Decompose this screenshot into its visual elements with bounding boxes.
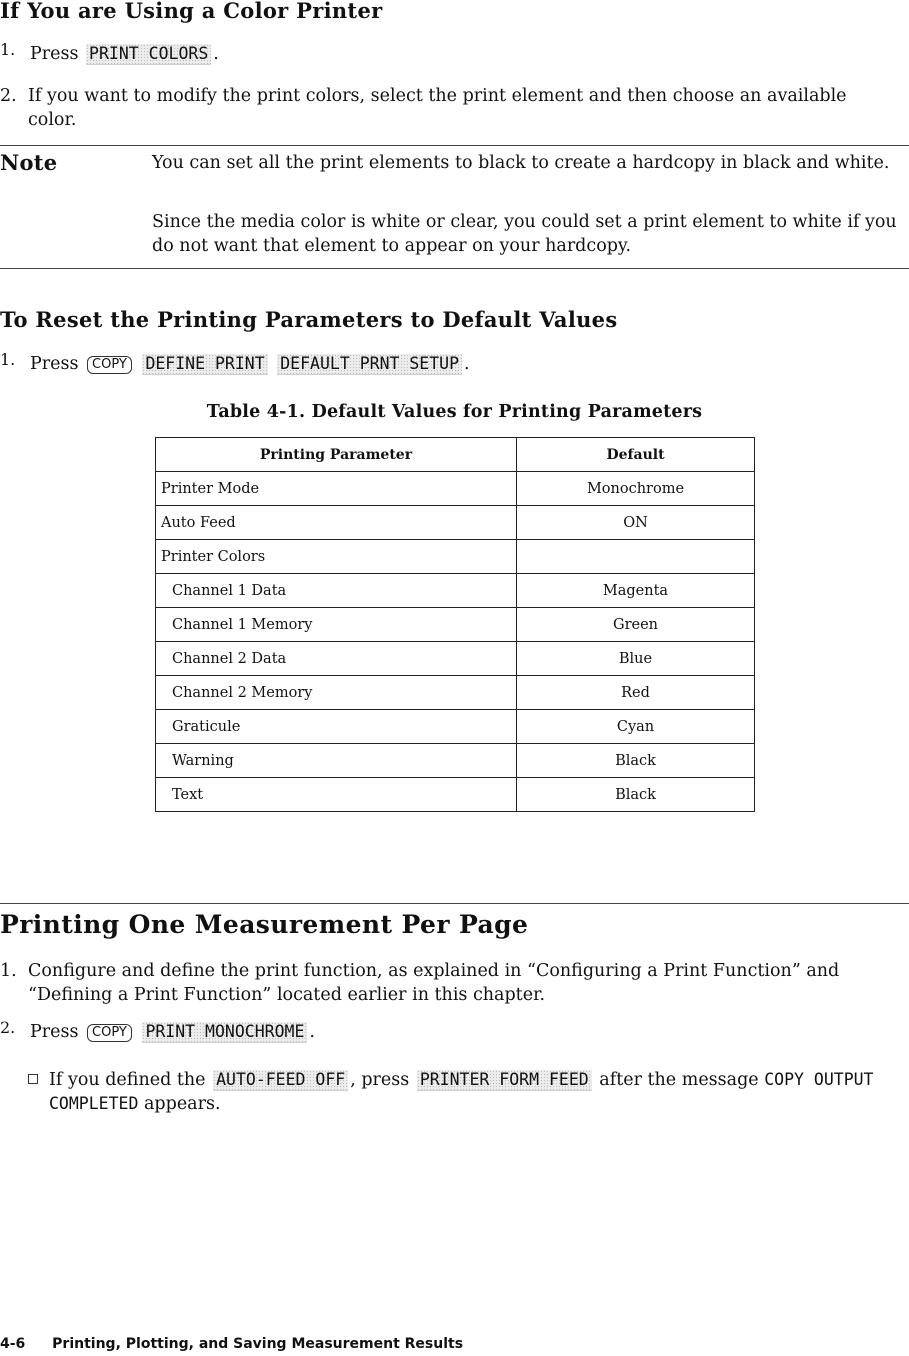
table-row [156, 608, 755, 642]
default-cell: Red [517, 676, 755, 710]
page-footer [0, 1336, 463, 1352]
table-header-row [156, 438, 755, 472]
auto-feed-off-softkey[interactable]: AUTO-FEED OFF [213, 1070, 348, 1091]
note-paragraph-2: Since the media color is white or clear, you could set a print element to white if you do not want that element to appear on your hardcopy. [152, 212, 897, 256]
bullet-box-icon [28, 1074, 38, 1084]
copy-output-completed-message: COPY OUTPUT COMPLETED [49, 1070, 874, 1113]
default-prnt-setup-softkey[interactable]: DEFAULT PRNT SETUP [277, 354, 462, 375]
table-row [156, 506, 755, 540]
parameter-cell: Channel 1 Memory [156, 608, 517, 642]
note-label: Note [0, 150, 58, 175]
table-row [156, 574, 755, 608]
chapter-title: Printing, Plotting, and Saving Measurement Results [52, 1336, 464, 1352]
table-row [156, 778, 755, 812]
copy-hardkey[interactable]: COPY [87, 1024, 132, 1042]
bullet-text: after the message [599, 1070, 759, 1090]
section-rule [0, 903, 909, 904]
default-values-table [155, 437, 755, 812]
press-text: Press [30, 44, 79, 64]
parameter-cell: Channel 1 Data [156, 574, 517, 608]
press-text: Press [30, 354, 79, 374]
table-row [156, 744, 755, 778]
step-number: 1. [0, 961, 17, 981]
bullet-text: If you defined the [49, 1070, 206, 1090]
table-row [156, 642, 755, 676]
default-cell: Blue [517, 642, 755, 676]
column-header-parameter: Printing Parameter [156, 438, 517, 472]
bullet-text: , press [350, 1070, 410, 1090]
step-number: 2. [0, 1018, 16, 1037]
step-number: 1. [0, 350, 16, 369]
default-cell: Magenta [517, 574, 755, 608]
reset-heading: To Reset the Printing Parameters to Default Values [0, 307, 618, 332]
step-text: If you want to modify the print colors, select the print element and then choose an available color. [28, 86, 847, 130]
copy-hardkey[interactable]: COPY [87, 356, 132, 374]
page-number: 4-6 [0, 1336, 26, 1352]
column-header-default: Default [517, 438, 755, 472]
default-cell: Monochrome [517, 472, 755, 506]
parameter-cell: Channel 2 Memory [156, 676, 517, 710]
parameter-cell: Printer Colors [156, 540, 517, 574]
step-number: 1. [0, 40, 16, 59]
table-row [156, 472, 755, 506]
parameter-cell: Graticule [156, 710, 517, 744]
period: . [464, 354, 470, 374]
color-printer-heading: If You are Using a Color Printer [0, 0, 383, 23]
parameter-cell: Text [156, 778, 517, 812]
default-cell: Green [517, 608, 755, 642]
print-colors-softkey[interactable]: PRINT COLORS [86, 44, 211, 65]
period: . [309, 1022, 315, 1042]
bullet-text: appears. [143, 1094, 221, 1114]
print-monochrome-softkey[interactable]: PRINT MONOCHROME [142, 1022, 307, 1043]
step-text: Configure and define the print function, as explained in “Configuring a Print Function” and “Defining a Print Function” located earlier in this chapter. [28, 961, 840, 1005]
default-cell [517, 540, 755, 574]
parameter-cell: Channel 2 Data [156, 642, 517, 676]
define-print-softkey[interactable]: DEFINE PRINT [142, 354, 267, 375]
table-row [156, 710, 755, 744]
table-row [156, 676, 755, 710]
default-cell: Cyan [517, 710, 755, 744]
table-row [156, 540, 755, 574]
period: . [213, 44, 219, 64]
parameter-cell: Auto Feed [156, 506, 517, 540]
parameter-cell: Warning [156, 744, 517, 778]
printer-form-feed-softkey[interactable]: PRINTER FORM FEED [417, 1070, 592, 1091]
parameter-cell: Printer Mode [156, 472, 517, 506]
default-cell: ON [517, 506, 755, 540]
note-paragraph-1: You can set all the print elements to black to create a hardcopy in black and white. [152, 153, 890, 173]
note-bottom-rule [0, 268, 909, 269]
default-cell: Black [517, 778, 755, 812]
note-top-rule [0, 145, 909, 146]
default-cell: Black [517, 744, 755, 778]
table-caption: Table 4-1. Default Values for Printing Parameters [206, 402, 703, 422]
press-text: Press [30, 1022, 79, 1042]
step-number: 2. [0, 86, 17, 106]
one-measurement-heading: Printing One Measurement Per Page [0, 910, 529, 939]
